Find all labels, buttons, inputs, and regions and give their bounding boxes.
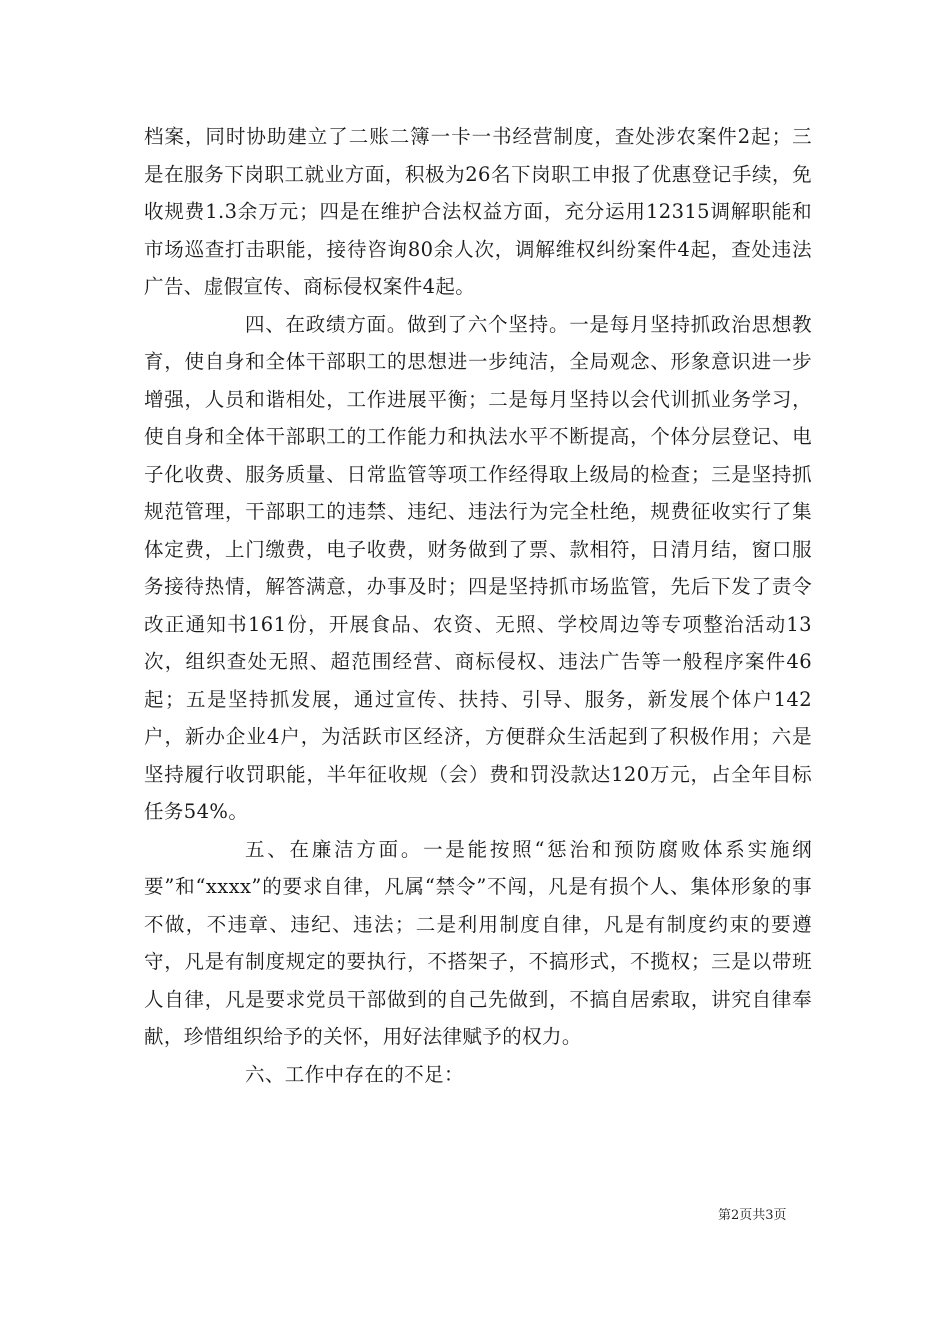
paragraph-continuation: 档案，同时协助建立了二账二簿一卡一书经营制度，查处涉农案件2起；三是在服务下岗职工就业方面，积极为26名下岗职工申报了优惠登记手续，免收规费1.3余万元；四是在维护合法权益方面，充分运用12315调解职能和市场巡查打击职能，接待咨询80余人次，调解维权纠纷案件4起，查处违法广告、虚假宣传、商标侵权案件4起。 xyxy=(144,125,812,298)
paragraph-section-5-integrity: 五、在廉洁方面。一是能按照“惩治和预防腐败体系实施纲要”和“xxxx”的要求自律，凡属“禁令”不闯，凡是有损个人、集体形象的事不做，不违章、违纪、违法；二是利用制度自律，凡是有制度约束的要遵守，凡是有制度规定的要执行，不搭架子，不搞形式，不揽权；三是以带班人自律，凡是要求党员干部做到的自己先做到，不搞自居索取，讲究自律奉献，珍惜组织给予的关怀，用好法律赋予的权力。 xyxy=(144,837,812,1048)
page-number-footer: 第2页共3页 xyxy=(718,1208,787,1223)
paragraph-section-4-performance: 四、在政绩方面。做到了六个坚持。一是每月坚持抓政治思想教育，使自身和全体干部职工的思想进一步纯洁，全局观念、形象意识进一步增强，人员和谐相处，工作进展平衡；二是每月坚持以会代训抓业务学习，使自身和全体干部职工的工作能力和执法水平不断提高，个体分层登记、电子化收费、服务质量、日常监管等项工作经得取上级局的检查；三是坚持抓规范管理，干部职工的违禁、违纪、违法行为完全杜绝，规费征收实行了集体定费，上门缴费，电子收费，财务做到了票、款相符，日清月结，窗口服务接待热情，解答满意，办事及时；四是坚持抓市场监管，先后下发了责令改正通知书161份，开展食品、农资、无照、学校周边等专项整治活动13次，组织查处无照、超范围经营、商标侵权、违法广告等一般程序案件46起；五是坚持抓发展，通过宣传、扶持、引导、服务，新发展个体户142户，新办企业4户，为活跃市区经济，方便群众生活起到了积极作用；六是坚持履行收罚职能，半年征收规（会）费和罚没款达120万元，占全年目标任务54%。 xyxy=(144,312,812,823)
paragraph-section-6-shortcomings: 六、工作中存在的不足： xyxy=(245,1062,464,1086)
document-body xyxy=(144,118,812,1093)
